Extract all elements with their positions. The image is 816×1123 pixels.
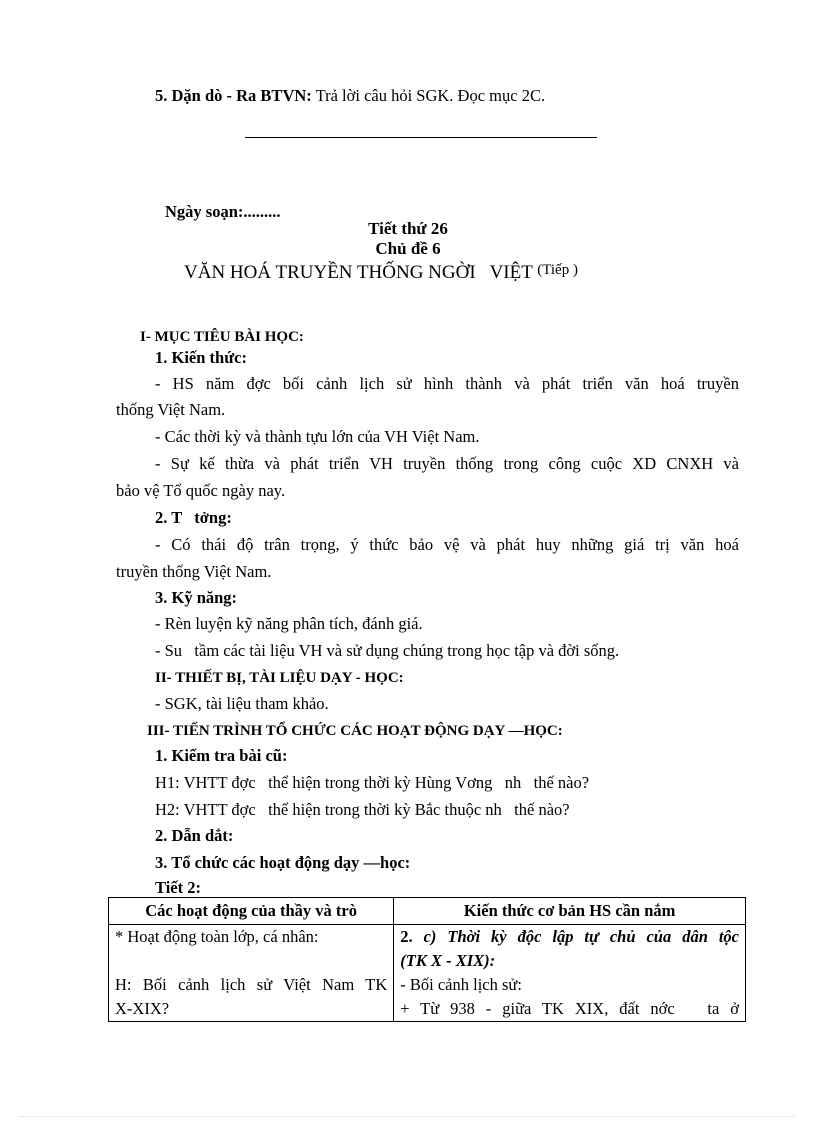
heading-review: 1. Kiểm tra bài cũ: <box>155 746 288 765</box>
knowledge-item-3b: bảo vệ Tổ quốc ngày nay. <box>116 481 286 500</box>
topic-number: Chủ đề 6 <box>375 239 441 258</box>
knowledge-item-2: - Các thời kỳ và thành tựu lớn của VH Việt Nam. <box>155 427 480 446</box>
table-header-activities: Các hoạt động của thầy và trò <box>109 898 394 925</box>
knowledge-heading-line-1 <box>400 925 739 949</box>
knowledge-heading-text: c) Thời kỳ độc lập tự chủ của dân tộc <box>412 927 739 946</box>
table-header-row <box>109 898 746 925</box>
lesson-title: VĂN HOÁ TRUYỀN THỐNG NGỜI VIỆT <box>184 262 533 283</box>
heading-ideology: 2. T tởng: <box>155 508 232 527</box>
knowledge-heading-line-2: (TK X - XIX): <box>400 951 496 970</box>
skills-item-1: - Rèn luyện kỹ năng phân tích, đánh giá. <box>155 614 423 633</box>
section-equipment: II- THIẾT BỊ, TÀI LIỆU DẠY - HỌC: <box>155 670 404 686</box>
table-header-knowledge: Kiến thức cơ bản HS cần nắm <box>394 898 746 925</box>
heading-introduction: 2. Dẫn dắt: <box>155 826 234 845</box>
activity-line-4: X-XIX? <box>115 999 170 1018</box>
knowledge-item-1b: thống Việt Nam. <box>116 400 226 419</box>
review-question-2: H2: VHTT đợc thể hiện trong thời kỳ Bắc thuộc nh thế nào? <box>155 800 570 819</box>
homework-text: Trả lời câu hỏi SGK. Đọc mục 2C. <box>311 86 546 105</box>
separator-line <box>245 137 597 138</box>
ideology-item-b: truyền thống Việt Nam. <box>116 562 272 581</box>
page-footer-border <box>20 1116 796 1117</box>
section-objectives: I- MỤC TIÊU BÀI HỌC: <box>140 329 304 345</box>
heading-activities: 3. Tổ chức các hoạt động dạy —học: <box>155 853 411 872</box>
homework-note <box>155 86 545 106</box>
knowledge-item-1a: - HS năm đợc bối cảnh lịch sử hình thành và phát triển văn hoá truyền <box>155 374 739 393</box>
table-cell-knowledge <box>394 925 746 1022</box>
lesson-number: Tiết thứ 26 <box>368 219 448 238</box>
table-cell-activities <box>109 925 394 1022</box>
knowledge-line-3: - Bối cảnh lịch sử: <box>400 975 522 994</box>
activity-line-1: * Hoạt động toàn lớp, cá nhân: <box>115 927 319 946</box>
homework-label: 5. Dặn dò - Ra BTVN: <box>155 86 312 105</box>
activities-table <box>108 897 746 1022</box>
section-process: III- TIẾN TRÌNH TỔ CHỨC CÁC HOẠT ĐỘNG DẠY —HỌC: <box>147 723 563 739</box>
knowledge-item-3a: - Sự kế thừa và phát triển VH truyền thống trong công cuộc XD CNXH và <box>155 454 739 473</box>
lesson-title-suffix: (Tiếp ) <box>537 262 578 278</box>
knowledge-line-4: + Từ 938 - giữa TK XIX, đất nớc ta ở <box>400 999 739 1018</box>
heading-knowledge: 1. Kiến thức: <box>155 348 247 367</box>
equipment-item: - SGK, tài liệu tham khảo. <box>155 694 329 713</box>
skills-item-2: - Su tầm các tài liệu VH và sử dụng chúng trong học tập và đời sống. <box>155 641 620 660</box>
heading-skills: 3. Kỹ năng: <box>155 588 238 607</box>
ideology-item-a: - Có thái độ trân trọng, ý thức bảo vệ và phát huy những giá trị văn hoá <box>155 535 739 554</box>
activity-line-3: H: Bối cảnh lịch sử Việt Nam TK <box>115 975 388 994</box>
table-row <box>109 925 746 1022</box>
lesson-title-block <box>184 258 578 285</box>
review-question-1: H1: VHTT đợc thể hiện trong thời kỳ Hùng Vơng nh thế nào? <box>155 773 590 792</box>
preparation-date: Ngày soạn:......... <box>165 202 281 221</box>
knowledge-heading-number: 2. <box>400 927 413 946</box>
heading-period-2: Tiết 2: <box>155 878 201 897</box>
